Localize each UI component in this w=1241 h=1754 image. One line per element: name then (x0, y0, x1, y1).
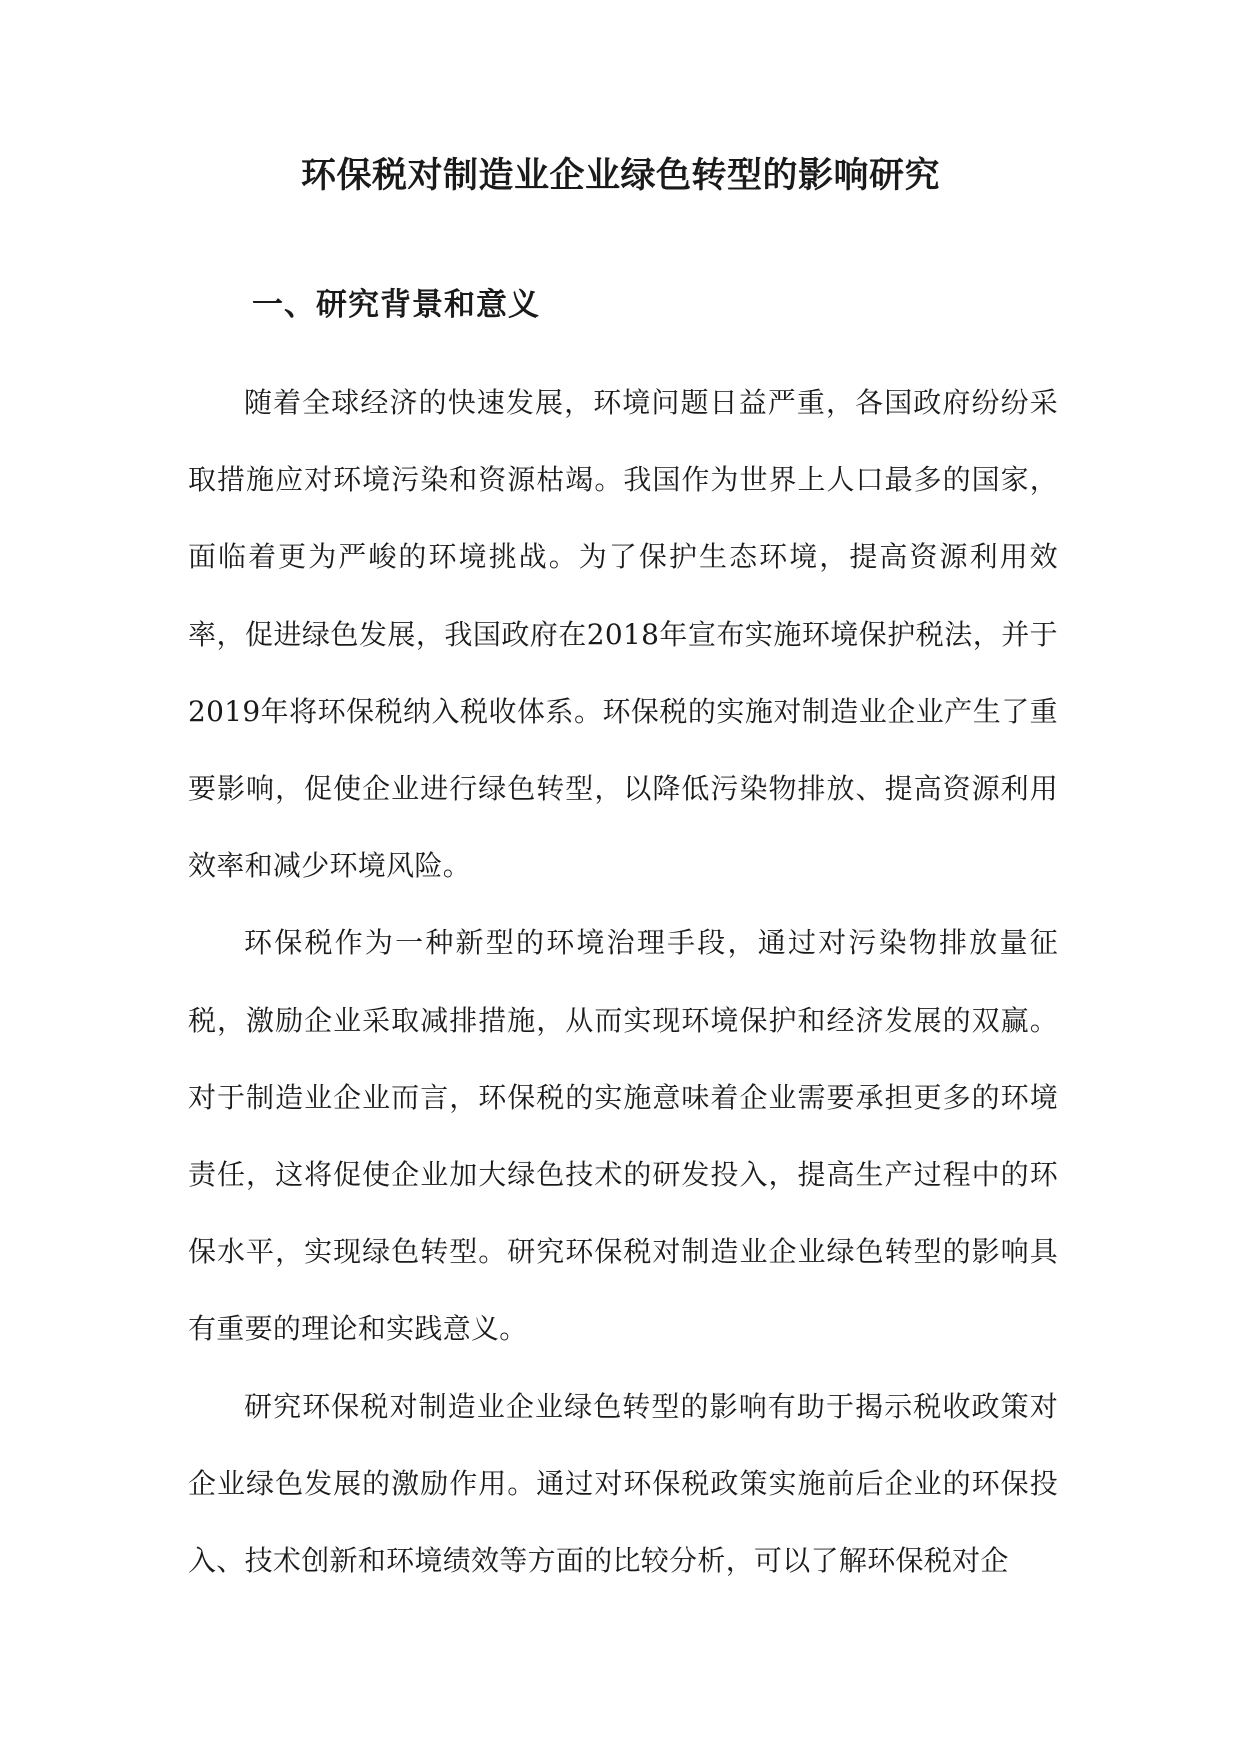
paragraph: 环保税作为一种新型的环境治理手段，通过对污染物排放量征税，激励企业采取减排措施，从而实现环境保护和经济发展的双赢。对于制造业企业而言，环保税的实施意味着企业需要承担更多的环境责任，这将促使企业加大绿色技术的研发投入，提高生产过程中的环保水平，实现绿色转型。研究环保税对制造业企业绿色转型的影响具有重要的理论和实践意义。 (188, 926, 1058, 1346)
paragraph: 随着全球经济的快速发展，环境问题日益严重，各国政府纷纷采取措施应对环境污染和资源枯竭。我国作为世界上人口最多的国家，面临着更为严峻的环境挑战。为了保护生态环境，提高资源利用效率，促进绿色发展，我国政府在2018年宣布实施环境保护税法，并于2019年将环保税纳入税收体系。环保税的实施对制造业企业产生了重要影响，促使企业进行绿色转型，以降低污染物排放、提高资源利用效率和减少环境风险。 (188, 386, 1058, 883)
section-heading: 一、研究背景和意义 (252, 287, 540, 323)
paragraph: 研究环保税对制造业企业绿色转型的影响有助于揭示税收政策对企业绿色发展的激励作用。通过对环保税政策实施前后企业的环保投入、技术创新和环境绩效等方面的比较分析，可以了解环保税对企 (188, 1389, 1058, 1578)
document-title: 环保税对制造业企业绿色转型的影响研究 (300, 155, 940, 196)
section-body (188, 364, 1058, 1599)
